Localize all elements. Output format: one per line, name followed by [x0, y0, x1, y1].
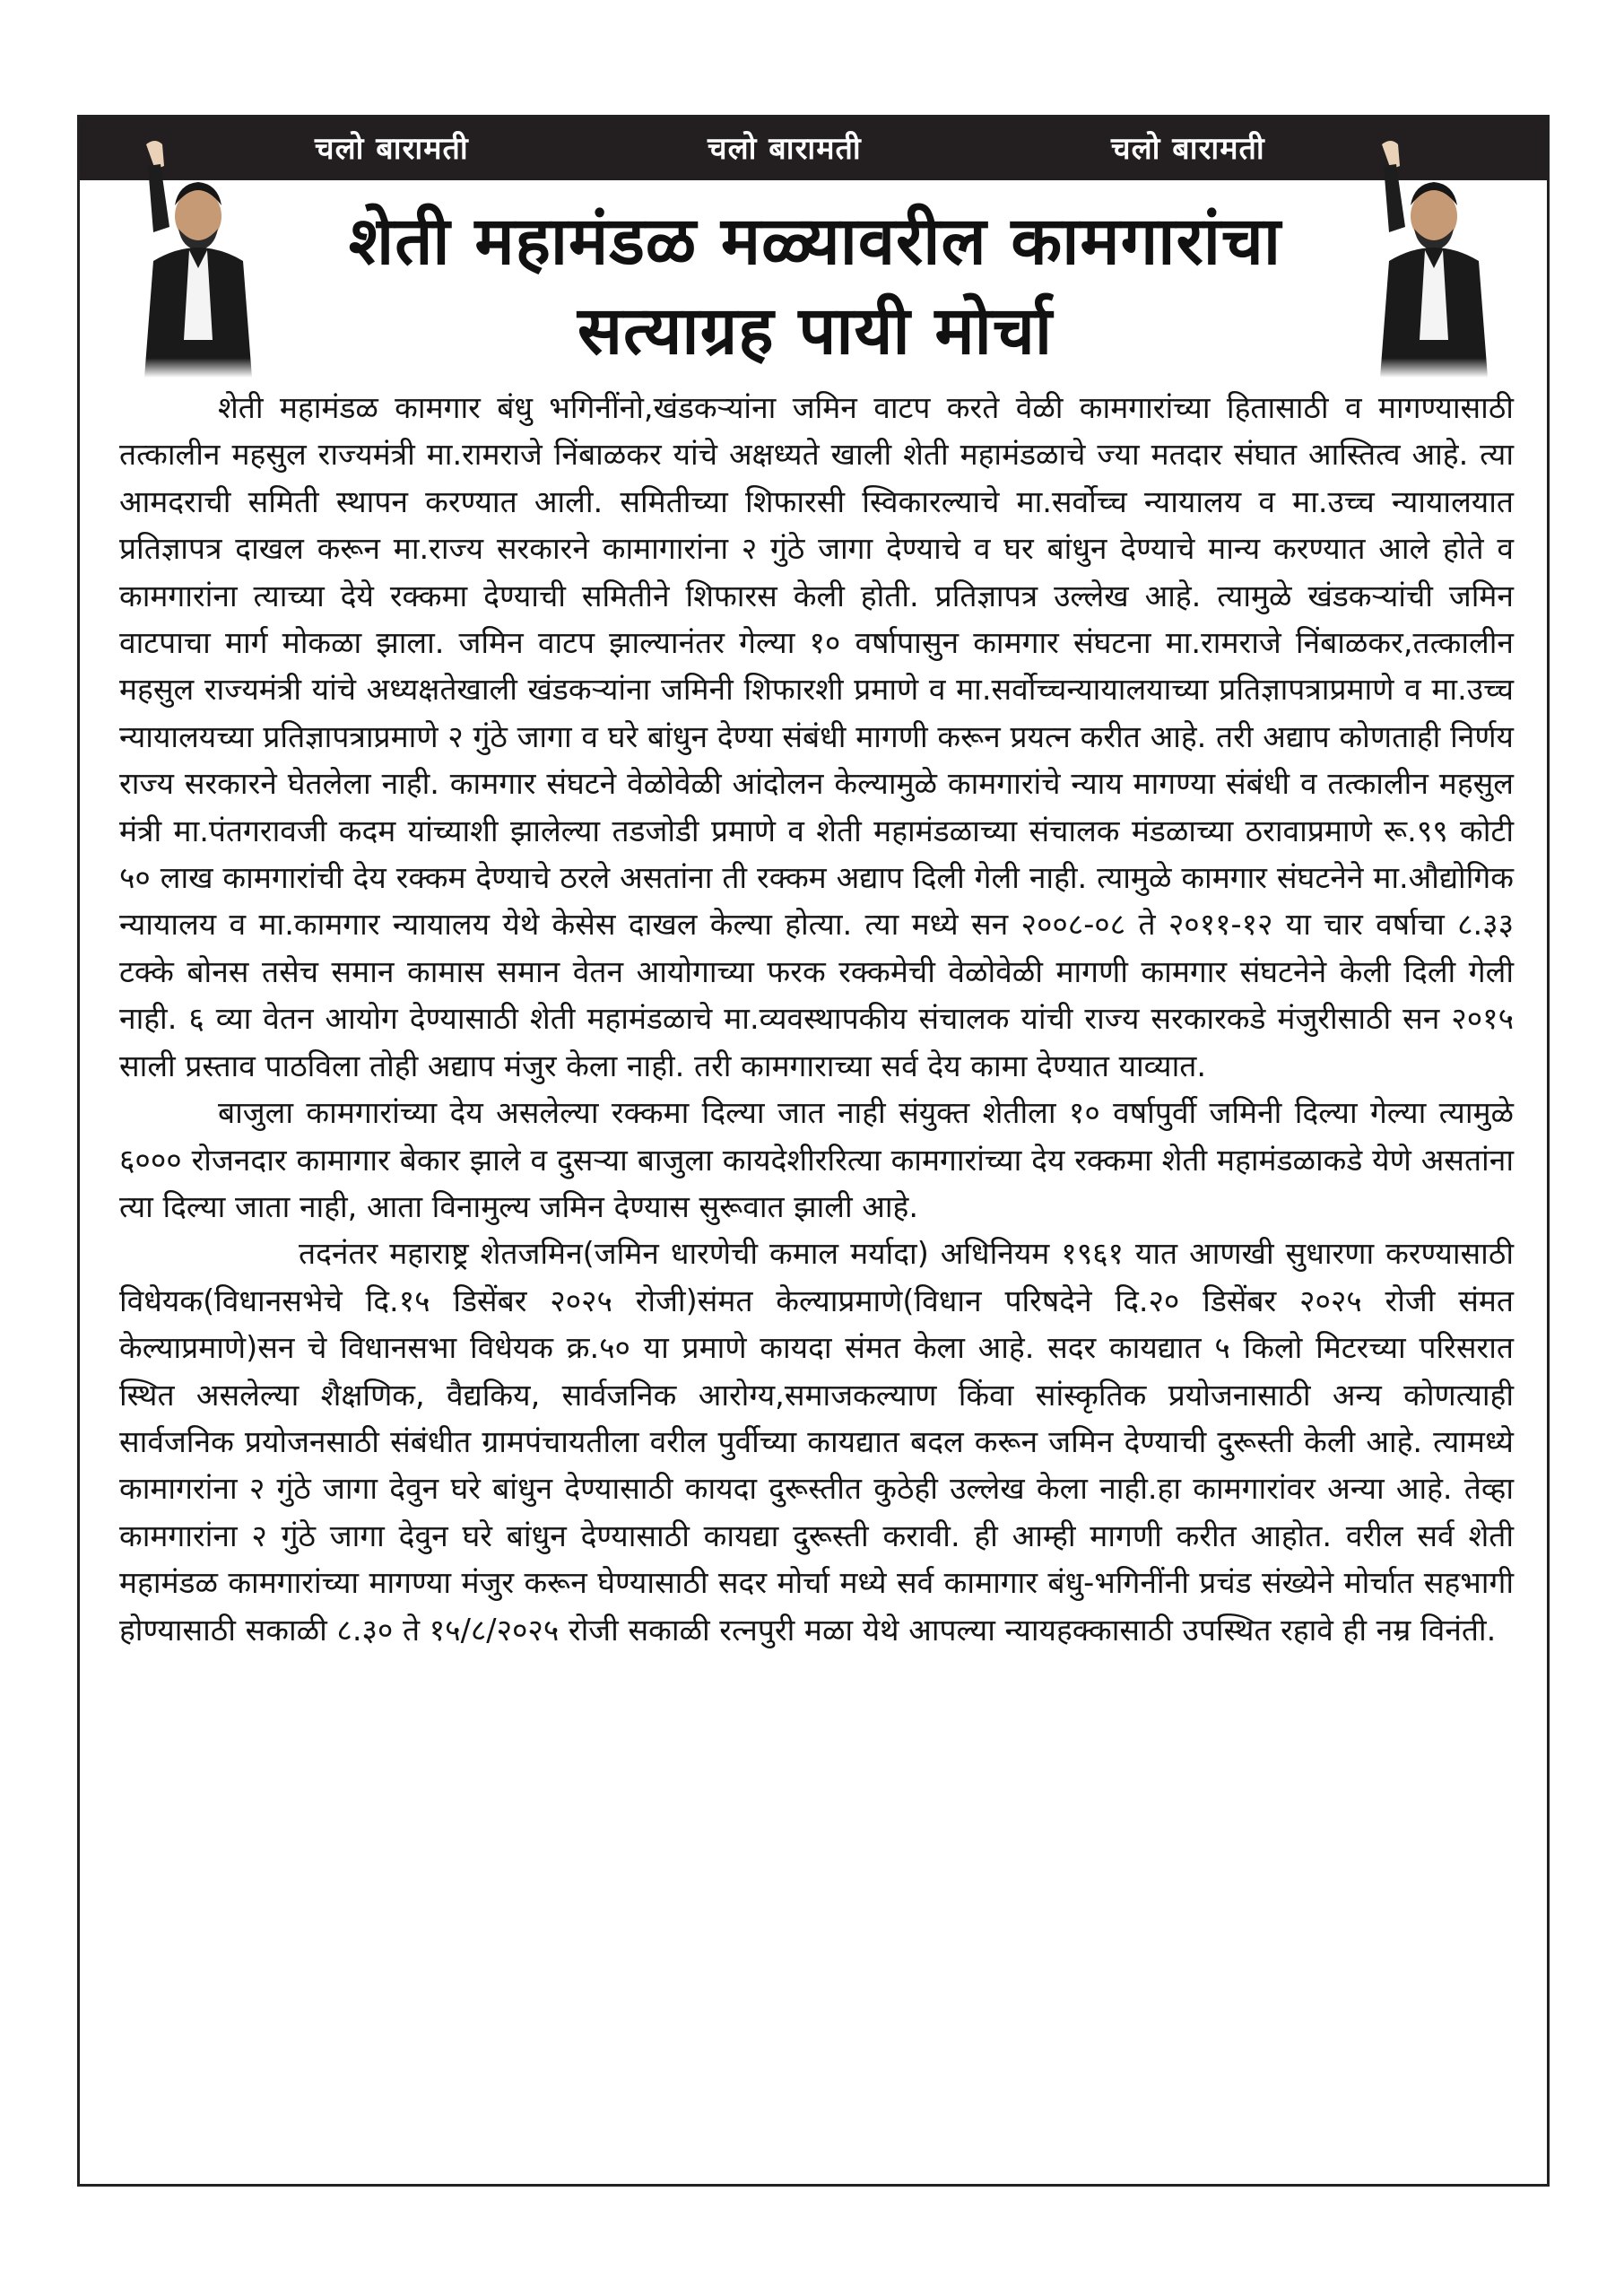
slogan-left: चलो बारामती — [315, 131, 469, 167]
poster-title-line2: सत्याग्रह पायी मोर्चा — [578, 292, 1053, 370]
slogan-right: चलो बारामती — [1111, 131, 1265, 167]
slogan-center: चलो बारामती — [708, 131, 862, 167]
poster-body — [119, 385, 1514, 1654]
body-paragraph-2: बाजुला कामगारांच्या देय असलेल्या रक्कमा दिल्या जात नाही संयुक्त शेतीला १० वर्षापुर्वी जमिनी दिल्या गेल्या त्यामुळे ६००० रोजनदार कामागार बेकार झाले व दुसऱ्या बाजुला कायदेशीररित्या कामगारांच्या देय रक्कमा शेती महामंडळाकडे येणे असतांना त्या दिल्या जाता नाही, आता विनामुल्य जमिन देण्यास सुरूवात झाली आहे. — [119, 1095, 1514, 1224]
poster-title-line1: शेती महामंडळ मळ्यावरील कामगारांचा — [348, 203, 1282, 280]
leader-portrait-left — [126, 135, 270, 378]
body-paragraph-3: तदनंतर महाराष्ट्र शेतजमिन(जमिन धारणेची कमाल मर्यादा) अधिनियम १९६१ यात आणखी सुधारणा करण्यासाठी विधेयक(विधानसभेचे दि.१५ डिसेंबर २०२५ रोजी)संमत केल्याप्रमाणे(विधान परिषदेने दि.२० डिसेंबर २०२५ रोजी संमत केल्याप्रमाणे)सन चे विधानसभा विधेयक क्र.५० या प्रमाणे कायदा संमत केला आहे. सदर कायद्यात ५ किलो मिटरच्या परिसरात स्थित असलेल्या शैक्षणिक, वैद्यकिय, सार्वजनिक आरोग्य,समाजकल्याण किंवा सांस्कृतिक प्रयोजनासाठी अन्य कोणत्याही सार्वजनिक प्रयोजनसाठी संबंधीत ग्रामपंचायतीला वरील पुर्वीच्या कायद्यात बदल करून जमिन देण्याची दुरूस्ती केली आहे. त्यामध्ये कामागरांना २ गुंठे जागा देवुन घरे बांधुन देण्यासाठी कायदा दुरूस्तीत कुठेही उल्लेख केला नाही.हा कामगारांवर अन्या आहे. तेव्हा कामगारांना २ गुंठे जागा देवुन घरे बांधुन देण्यासाठी कायद्या दुरूस्ती करावी. ही आम्ही मागणी करीत आहोत. वरील सर्व शेती महामंडळ कामगारांच्या मागण्या मंजुर करून घेण्यासाठी सदर मोर्चा मध्ये सर्व कामागार बंधु-भगिनींनी प्रचंड संख्येने मोर्चात सहभागी होण्यासाठी सकाळी ८.३० ते १५/८/२०२५ रोजी सकाळी रत्नपुरी मळा येथे आपल्या न्यायहक्कासाठी उपस्थित रहावे ही नम्र विनंती. — [119, 1236, 1514, 1648]
body-paragraph-1: शेती महामंडळ कामगार बंधु भगिनींनो,खंडकऱ्यांना जमिन वाटप करते वेळी कामगारांच्या हितासाठी व मागण्यासाठी तत्कालीन महसुल राज्यमंत्री मा.रामराजे निंबाळकर यांचे अक्षध्यते खाली शेती महामंडळाचे ज्या मतदार संघात आस्तित्व आहे. त्या आमदराची समिती स्थापन करण्यात आली. समितीच्या शिफारसी स्विकारल्याचे मा.सर्वोच्च न्यायालय व मा.उच्च न्यायालयात प्रतिज्ञापत्र दाखल करून मा.राज्य सरकारने कामागारांना २ गुंठे जागा देण्याचे व घर बांधुन देण्याचे मान्य करण्यात आले होते व कामगारांना त्याच्या देये रक्कमा देण्याची समितीने शिफारस केली होती. प्रतिज्ञापत्र उल्लेख आहे. त्यामुळे खंडकऱ्यांची जमिन वाटपाचा मार्ग मोकळा झाला. जमिन वाटप झाल्यानंतर गेल्या १० वर्षापासुन कामगार संघटना मा.रामराजे निंबाळकर,तत्कालीन महसुल राज्यमंत्री यांचे अध्यक्षतेखाली खंडकऱ्यांना जमिनी शिफारशी प्रमाणे व मा.सर्वोच्चन्यायालयाच्या प्रतिज्ञापत्राप्रमाणे व मा.उच्च न्यायालयच्या प्रतिज्ञापत्राप्रमाणे २ गुंठे जागा व घरे बांधुन देण्या संबंधी मागणी करून प्रयत्न करीत आहे. तरी अद्याप कोणताही निर्णय राज्य सरकारने घेतलेला नाही. कामगार संघटने वेळोवेळी आंदोलन केल्यामुळे कामगारांचे न्याय मागण्या संबंधी व तत्कालीन महसुल मंत्री मा.पंतगरावजी कदम यांच्याशी झालेल्या तडजोडी प्रमाणे व शेती महामंडळाच्या संचालक मंडळाच्या ठरावाप्रमाणे रू.९९ कोटी ५० लाख कामगारांची देय रक्कम देण्याचे ठरले असतांना ती रक्कम अद्याप दिली गेली नाही. त्यामुळे कामगार संघटनेने मा.औद्योगिक न्यायालय व मा.कामगार न्यायालय येथे केसेस दाखल केल्या होत्या. त्या मध्ये सन २००८-०८ ते २०११-१२ या चार वर्षाचा ८.३३ टक्के बोनस तसेच समान कामास समान वेतन आयोगाच्या फरक रक्कमेची वेळोवेळी मागणी कामगार संघटनेने केली दिली गेली नाही. ६ व्या वेतन आयोग देण्यासाठी शेती महामंडळाचे मा.व्यवस्थापकीय संचालक यांची राज्य सरकारकडे मंजुरीसाठी सन २०१५ साली प्रस्ताव पाठविला तोही अद्याप मंजुर केला नाही. तरी कामगाराच्या सर्व देय कामा देण्यात याव्यात. — [119, 390, 1514, 1083]
leader-portrait-right — [1362, 135, 1506, 378]
slogan-bar — [80, 117, 1547, 180]
poster-frame — [77, 115, 1550, 2187]
